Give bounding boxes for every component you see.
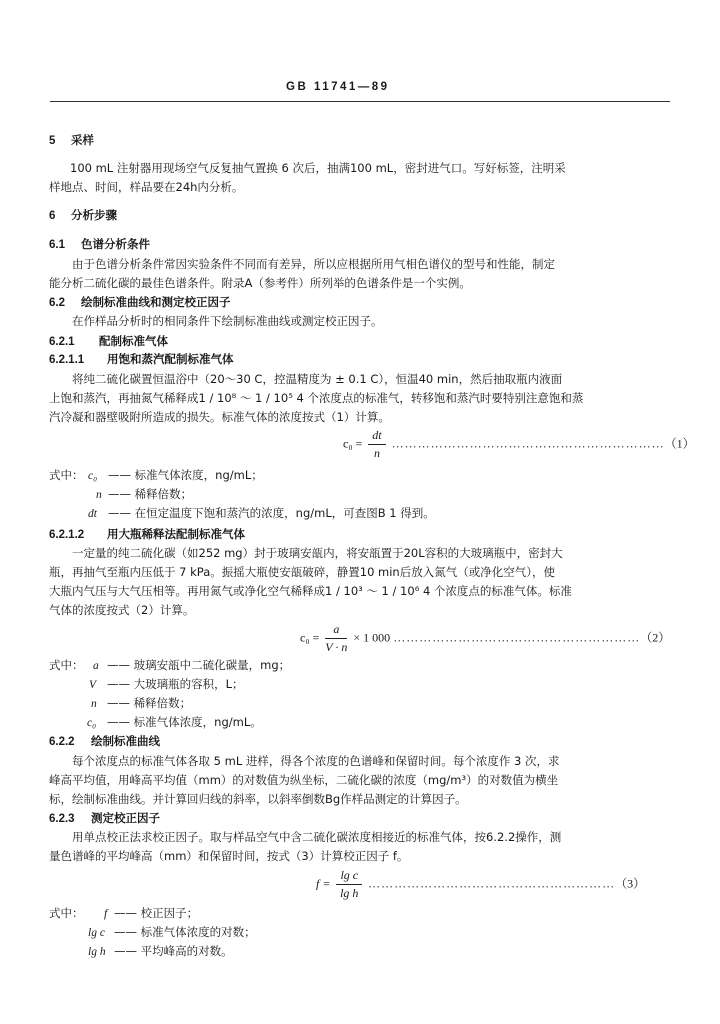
legend-intro: 式中： <box>49 658 84 672</box>
section-number: 6.2.1 <box>49 336 75 348</box>
equation-number: （1） <box>664 436 695 451</box>
legend-item <box>104 906 198 921</box>
subsection-6-2-heading <box>49 295 231 310</box>
legend-item <box>89 677 244 692</box>
paragraph-line: 气体的浓度按式（2）计算。 <box>49 603 195 617</box>
legend-symbol: lg c <box>88 927 105 939</box>
section-title: 用饱和蒸汽配制标准气体 <box>107 352 234 366</box>
section-title: 用大瓶稀释法配制标准气体 <box>107 527 245 541</box>
section-title: 测定校正因子 <box>91 811 160 825</box>
subsection-6-2-1-1-heading <box>49 352 234 367</box>
equation-number: （3） <box>615 876 646 891</box>
header-rule <box>50 101 670 102</box>
legend-text: —— 在恒定温度下饱和蒸汽的浓度，ng/mL，可查图B 1 得到。 <box>108 506 435 520</box>
paragraph-line: 瓶，再抽气至瓶内压低于 7 kPa。振摇大瓶使安瓿破碎，静置10 min后放入氮气（或净化空气），使 <box>49 565 555 579</box>
formula-3 <box>316 868 645 901</box>
legend-symbol: a <box>93 660 99 672</box>
legend-text: —— 标准气体浓度，ng/mL； <box>108 468 263 482</box>
legend-symbol: c₀ <box>87 717 97 729</box>
paragraph-line: 峰高平均值，用峰高平均值（mm）的对数值为纵坐标，二硫化碳的浓度（mg/m³）的对数值为横坐 <box>49 773 559 787</box>
section-title: 分析步骤 <box>71 208 117 222</box>
paragraph-line: 量色谱峰的平均峰高（mm）和保留时间，按式（3）计算校正因子 f。 <box>49 849 409 863</box>
formula-lhs: f = <box>316 876 331 891</box>
paragraph-line: 用单点校正法求校正因子。取与样品空气中含二硫化碳浓度相接近的标准气体，按6.2.2操作，测 <box>72 830 562 844</box>
fraction-numerator: dt <box>368 428 385 445</box>
legend-item <box>93 658 290 673</box>
legend-symbol: V <box>89 679 97 691</box>
legend-intro: 式中： <box>49 906 84 920</box>
formula-rhs: × 1 000 <box>353 630 391 645</box>
fraction <box>325 622 347 655</box>
section-number: 6.2.1.2 <box>49 529 85 541</box>
fraction <box>368 428 385 461</box>
paragraph-line: 由于色谱分析条件常因实验条件不同而有差异，所以应根据所用气相色谱仪的型号和性能，制定 <box>72 257 555 271</box>
legend-item <box>96 487 192 502</box>
paragraph-line: 100 mL 注射器用现场空气反复抽气置换 6 次后，抽满100 mL，密封进气口。写好标签，注明采 <box>70 161 566 175</box>
paragraph-line: 上饱和蒸汽，再抽氮气稀释成1 / 10⁸ ～ 1 / 10⁵ 4 个浓度点的标准气，转移饱和蒸汽时要特别注意饱和蒸 <box>49 391 584 405</box>
fraction-denominator: n <box>373 446 380 460</box>
section-number: 6.2.2 <box>49 736 75 748</box>
legend-item <box>87 715 262 730</box>
section-title: 绘制标准曲线 <box>91 734 160 748</box>
section-number: 6.2.1.1 <box>49 354 85 366</box>
leader-dots: ………………………………………………… <box>368 876 616 891</box>
section-number: 6.1 <box>49 239 65 251</box>
legend-item <box>88 925 256 940</box>
paragraph-line: 汽冷凝和器壁吸附所造成的损失。标准气体的浓度按式（1）计算。 <box>49 410 390 424</box>
paragraph-line: 每个浓度点的标准气体各取 5 mL 进样，得各个浓度的色谱峰和保留时间。每个浓度作 3 次，求 <box>72 754 560 768</box>
formula-lhs: c₀ = <box>343 436 363 451</box>
section-title: 绘制标准曲线和测定校正因子 <box>81 295 231 309</box>
formula-1 <box>343 428 695 461</box>
section-number: 5 <box>49 135 56 147</box>
section-number: 6.2 <box>49 297 65 309</box>
legend-item <box>88 468 263 483</box>
paragraph-line: 一定量的纯二硫化碳（如252 mg）封于玻璃安瓿内，将安瓿置于20L容积的大玻璃瓶中，密封大 <box>72 546 563 560</box>
legend-text: —— 校正因子； <box>114 906 199 920</box>
legend-intro: 式中： <box>49 468 84 482</box>
formula-2 <box>300 622 670 655</box>
section-title: 配制标准气体 <box>99 334 168 348</box>
paragraph-line: 样地点、时间，样品要在24h内分析。 <box>49 180 244 194</box>
legend-text: —— 标准气体浓度的对数； <box>114 925 256 939</box>
legend-text: —— 大玻璃瓶的容积，L； <box>107 677 244 691</box>
legend-text: —— 平均峰高的对数。 <box>114 944 233 958</box>
legend-text: —— 稀释倍数； <box>107 696 192 710</box>
legend-text: —— 标准气体浓度，ng/mL。 <box>107 715 262 729</box>
subsection-6-2-1-2-heading <box>49 527 245 542</box>
section-5-heading <box>49 133 94 148</box>
section-title: 采样 <box>71 133 94 147</box>
legend-item <box>91 696 191 711</box>
section-6-heading <box>49 208 117 223</box>
legend-symbol: n <box>91 698 97 710</box>
paragraph-line: 将纯二硫化碳置恒温浴中（20～30 C，控温精度为 ± 0.1 C），恒温40 min，然后抽取瓶内液面 <box>72 372 563 386</box>
legend-item <box>88 506 435 521</box>
paragraph-line: 大瓶内气压与大气压相等。再用氮气或净化空气稀释成1 / 10³ ～ 1 / 10⁶ 4 个浓度点的标准气体。标准 <box>49 584 572 598</box>
leader-dots: ………………………………………………… <box>393 630 641 645</box>
subsection-6-2-1-heading <box>49 334 168 349</box>
paragraph-line: 在作样品分析时的相同条件下绘制标准曲线或测定校正因子。 <box>72 314 383 328</box>
legend-item <box>88 944 233 959</box>
legend-text: —— 稀释倍数； <box>108 487 193 501</box>
subsection-6-2-2-heading <box>49 734 160 749</box>
equation-number: （2） <box>640 630 671 645</box>
legend-symbol: lg h <box>88 946 106 958</box>
standard-header: GB 11741—89 <box>286 81 390 93</box>
paragraph-line: 标，绘制标准曲线。并计算回归线的斜率，以斜率倒数Bg作样品测定的计算因子。 <box>49 792 467 806</box>
legend-symbol: n <box>96 489 102 501</box>
section-title: 色谱分析条件 <box>81 237 150 251</box>
leader-dots: ……………………………………………………… <box>391 436 665 451</box>
subsection-6-1-heading <box>49 237 150 252</box>
section-number: 6 <box>49 210 56 222</box>
fraction-numerator: lg c <box>336 868 362 885</box>
legend-symbol: c₀ <box>88 470 98 482</box>
legend-symbol: dt <box>88 508 97 520</box>
fraction <box>336 868 362 901</box>
subsection-6-2-3-heading <box>49 811 160 826</box>
paragraph-line: 能分析二硫化碳的最佳色谱条件。附录A（参考件）所列举的色谱条件是一个实例。 <box>49 276 471 290</box>
fraction-denominator: V · n <box>325 640 348 654</box>
legend-symbol: f <box>104 908 108 920</box>
fraction-denominator: lg h <box>340 886 359 900</box>
fraction-numerator: a <box>325 622 347 639</box>
section-number: 6.2.3 <box>49 813 75 825</box>
formula-lhs: c₀ = <box>300 630 320 645</box>
legend-text: —— 玻璃安瓿中二硫化碳量，mg； <box>107 658 291 672</box>
